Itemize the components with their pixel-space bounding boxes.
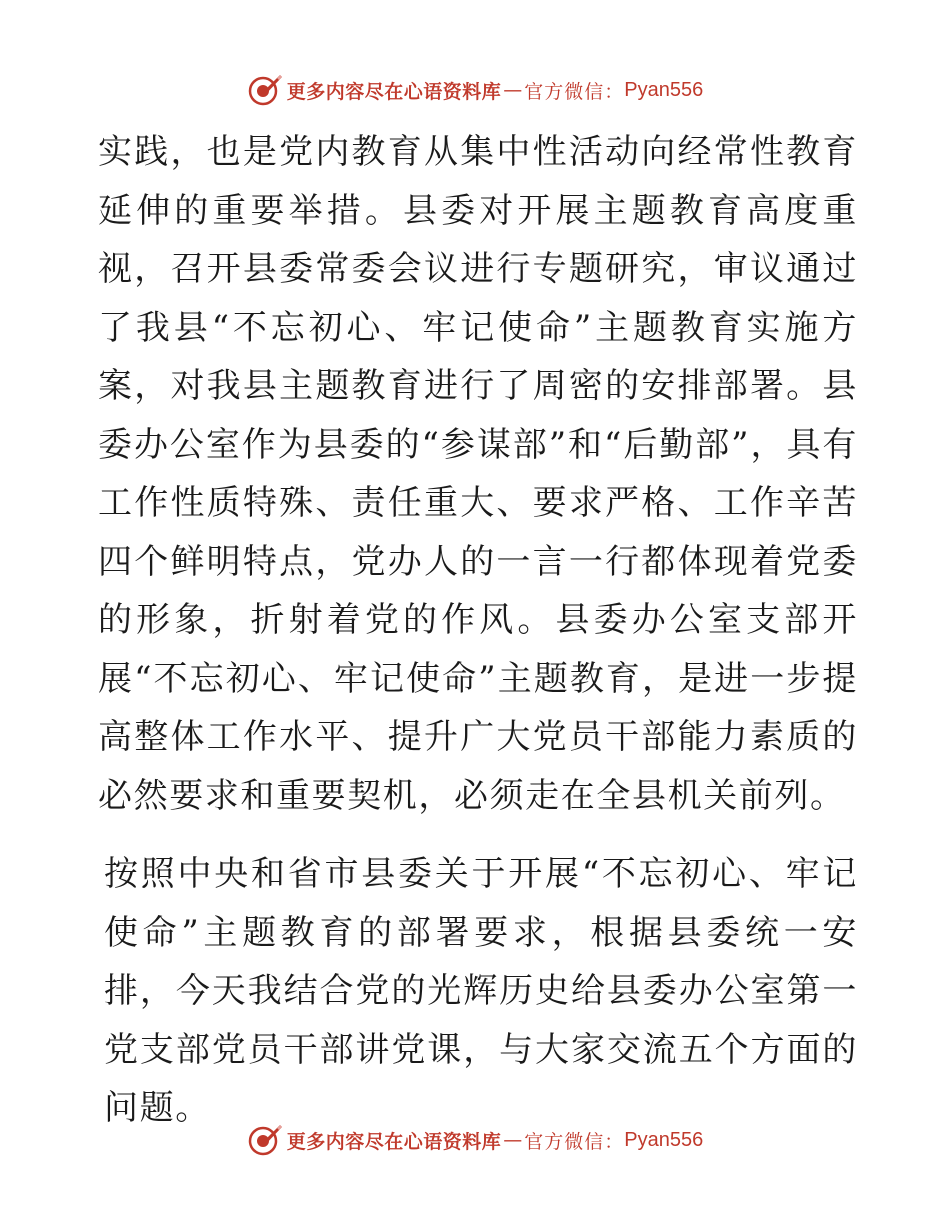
quill-logo-icon xyxy=(247,72,283,108)
header-watermark xyxy=(0,70,950,110)
watermark-official-label: 官方微信： xyxy=(524,80,625,103)
body-paragraph: 实践，也是党内教育从集中性活动向经常性教育延伸的重要举措。县委对开展主题教育高度重视，召开县委常委会议进行专题研究，审议通过了我县“不忘初心、牢记使命”主题教育实施方案，对我县主题教育进行了周密的安排部署。县委办公室作为县委的“参谋部”和“后勤部”，具有工作性质特殊、责任重大、要求严格、工作辛苦四个鲜明特点，党办人的一言一行都体现着党委的形象，折射着党的作风。县委办公室支部开展“不忘初心、牢记使命”主题教育，是进一步提高整体工作水平、提升广大党员干部能力素质的必然要求和重要契机，必须走在全县机关前列。 xyxy=(98,132,858,816)
watermark-wechat-id: Pyan556 xyxy=(624,1128,704,1151)
document-body xyxy=(98,123,858,1138)
quill-logo-icon xyxy=(247,1122,283,1158)
watermark-dash: — xyxy=(503,1129,523,1151)
body-paragraph: 按照中央和省市县委关于开展“不忘初心、牢记使命”主题教育的部署要求，根据县委统一安排，今天我结合党的光辉历史给县委办公室第一党支部党员干部讲党课，与大家交流五个方面的问题。 xyxy=(104,854,858,1128)
watermark-official-label: 官方微信： xyxy=(524,1130,625,1153)
watermark-brand: 更多内容尽在心语资料库 xyxy=(286,80,502,103)
watermark-brand: 更多内容尽在心语资料库 xyxy=(286,1130,502,1153)
watermark-wechat-id: Pyan556 xyxy=(624,78,704,101)
watermark-dash: — xyxy=(503,79,523,101)
footer-watermark xyxy=(0,1120,950,1160)
